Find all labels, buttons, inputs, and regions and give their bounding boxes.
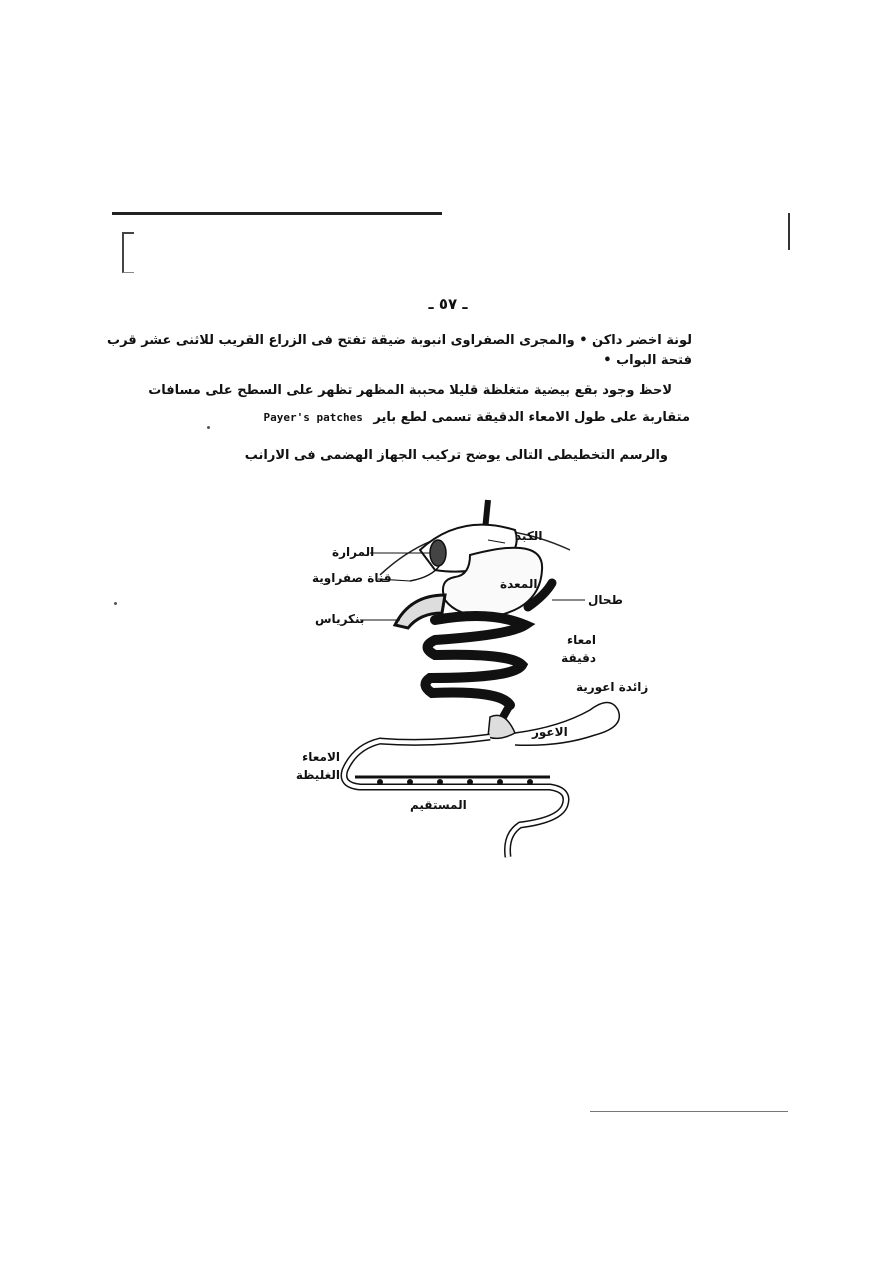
- rectum-pellet: [497, 779, 503, 785]
- page-number: ـ ٥٧ ـ: [428, 295, 468, 313]
- rectum-pellet: [437, 779, 443, 785]
- rectum-pellet: [527, 779, 533, 785]
- label-bile-duct: قناة صفراوية: [312, 571, 392, 585]
- rectum-pellet: [377, 779, 383, 785]
- label-large-intestine: الامعاء الغليظة: [295, 750, 340, 782]
- label-gallbladder: المرارة: [332, 545, 375, 559]
- label-small-intestine: امعاء دقيقة: [561, 633, 596, 665]
- label-caecum: الاعور: [532, 725, 568, 739]
- rectum-pellet: [467, 779, 473, 785]
- digestive-system-diagram: [260, 495, 660, 875]
- paragraph-line-4-arabic: متقاربة على طول الامعاء الدقيقة تسمى لطع باير: [373, 410, 690, 425]
- bottom-rule: [590, 1111, 788, 1112]
- label-spleen: طحال: [588, 593, 623, 607]
- top-rule: [112, 212, 442, 215]
- gallbladder-shape: [430, 540, 446, 566]
- label-stomach: المعدة: [500, 577, 538, 591]
- label-liver: الكبد: [515, 529, 543, 543]
- diagram-caption: والرسم التخطيطى التالى يوضح تركيب الجهاز الهضمى فى الارانب: [244, 448, 668, 463]
- label-appendix: زائدة اعورية: [576, 680, 649, 694]
- label-pancreas: بنكرياس: [315, 612, 365, 626]
- speck: [114, 602, 117, 605]
- large-intestine-inner: [344, 737, 566, 857]
- paragraph-line-2: فتحة البواب •: [603, 353, 692, 368]
- large-intestine-outline: [344, 737, 566, 857]
- speck: [207, 426, 210, 429]
- payers-patches-term: Payer's patches: [263, 411, 363, 424]
- label-rectum: المستقيم: [410, 798, 467, 812]
- small-intestine-coils: [425, 616, 525, 705]
- paragraph-line-1: لونة اخضر داكن • والمجرى الصفراوى انبوبة ضيقة تفتح فى الزراع القريب للاثنى عشر قرب: [107, 333, 692, 348]
- left-margin-bracket: [122, 232, 134, 273]
- rectum-pellet: [407, 779, 413, 785]
- right-margin-rule: [788, 213, 790, 250]
- paragraph-line-4: [190, 410, 690, 425]
- paragraph-line-3: لاحظ وجود بقع بيضية متغلظة قليلا محببة المظهر تظهر على السطح على مسافات: [148, 383, 672, 398]
- caecum-shape: [488, 715, 515, 738]
